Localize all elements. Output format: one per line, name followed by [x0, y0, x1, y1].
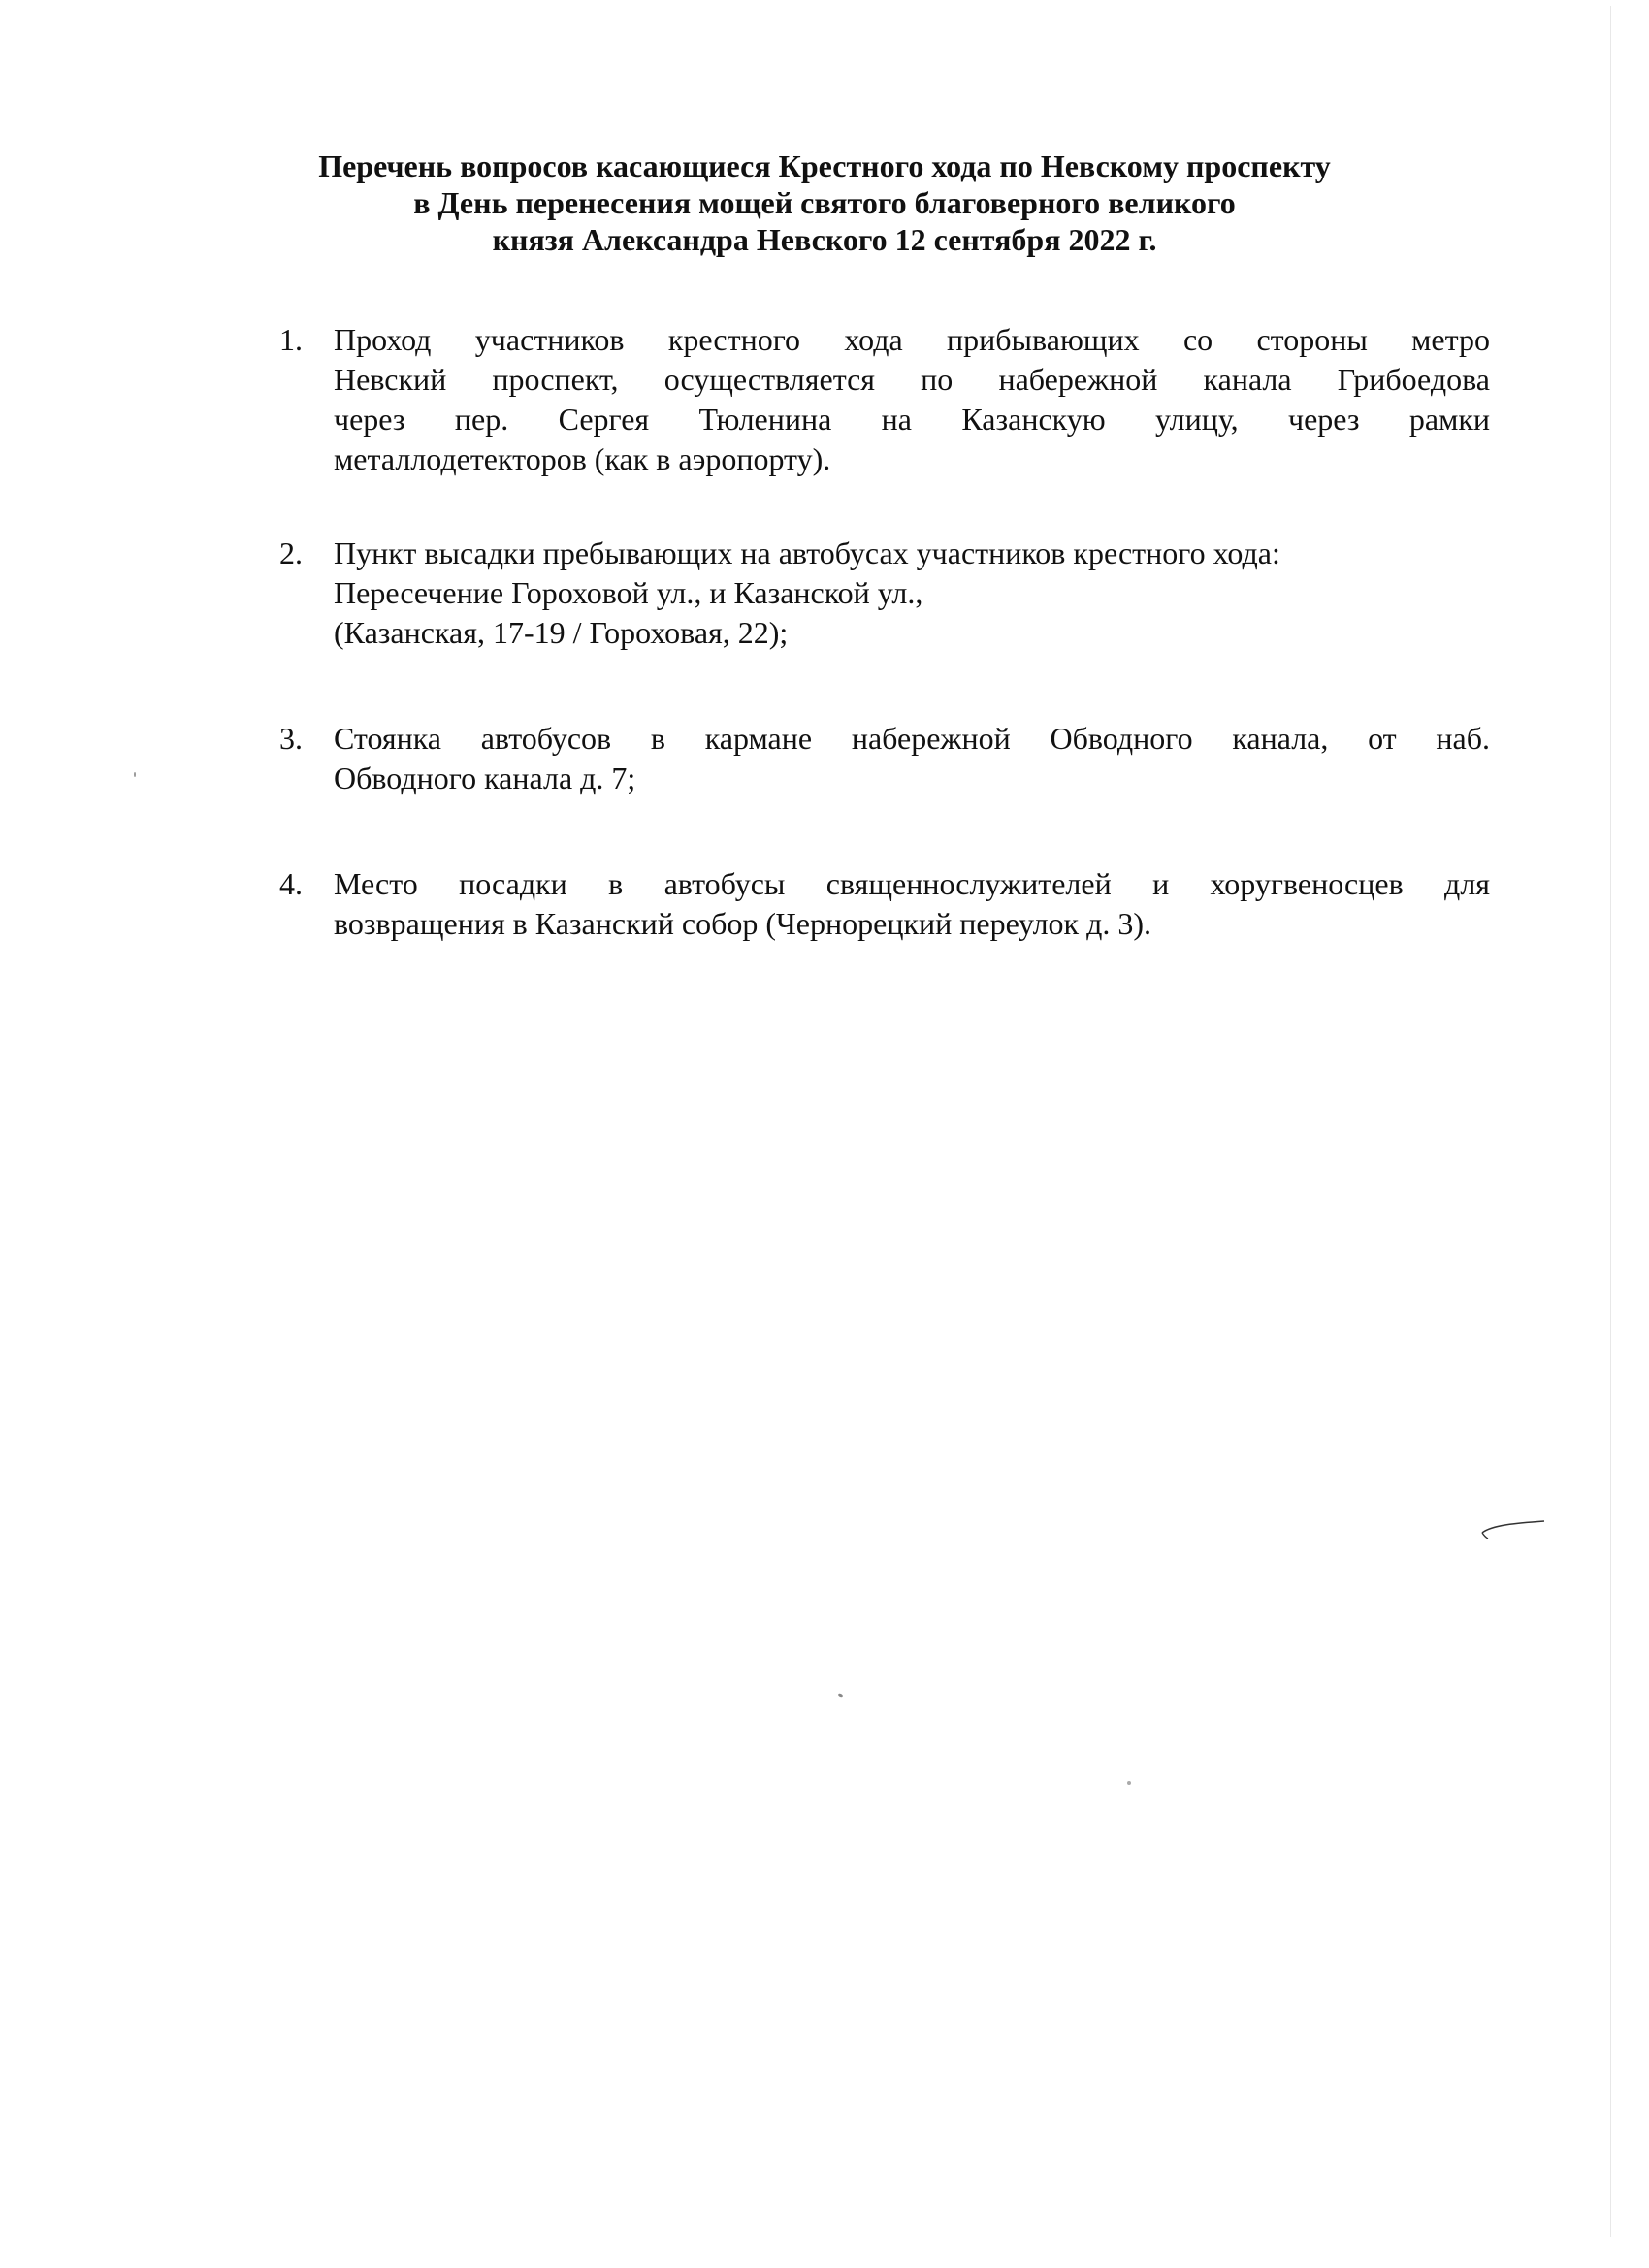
- item-number: 3.: [279, 721, 303, 756]
- item-text-line: (Казанская, 17-19 / Гороховая, 22);: [334, 615, 789, 650]
- item-text-line: Пункт высадки пребывающих на автобусах участников крестного хода:: [334, 535, 1280, 570]
- title-line: князя Александра Невского 12 сентября 2022 г.: [492, 222, 1157, 257]
- item-text-line: Место посадки в автобусы священнослужителей и хоругвеносцев для: [334, 866, 1490, 901]
- item-text-line: через пер. Сергея Тюленина на Казанскую улицу, через рамки: [334, 402, 1490, 437]
- item-text-line: Проход участников крестного хода прибывающих со стороны метро: [334, 322, 1490, 357]
- item-number: 2.: [279, 535, 303, 570]
- scan-edge-line: [1610, 6, 1611, 2237]
- list-item: [279, 719, 1490, 798]
- scan-speck: [1127, 1781, 1131, 1785]
- list-item: [279, 534, 1490, 653]
- item-number: 1.: [279, 322, 303, 357]
- item-text-line: Невский проспект, осуществляется по набережной канала Грибоедова: [334, 362, 1490, 397]
- list-item: [279, 320, 1490, 479]
- item-text-line: Пересечение Гороховой ул., и Казанской ул.,: [334, 575, 923, 610]
- scan-speck: [134, 772, 136, 777]
- item-text-line: металлодетекторов (как в аэропорту).: [334, 441, 831, 476]
- items-list: [279, 320, 1490, 944]
- item-text-line: Стоянка автобусов в кармане набережной Обводного канала, от наб.: [334, 721, 1490, 756]
- title-line: Перечень вопросов касающиеся Крестного хода по Невскому проспекту: [318, 148, 1331, 183]
- title-line: в День перенесения мощей святого благоверного великого: [413, 185, 1236, 220]
- list-item: [279, 864, 1490, 944]
- item-text-line: возвращения в Казанский собор (Чернорецкий переулок д. 3).: [334, 906, 1152, 941]
- pen-mark-icon: [1478, 1519, 1546, 1542]
- item-text-line: Обводного канала д. 7;: [334, 761, 636, 795]
- scan-speck: [838, 1693, 844, 1698]
- item-number: 4.: [279, 866, 303, 901]
- document-title: [194, 147, 1455, 258]
